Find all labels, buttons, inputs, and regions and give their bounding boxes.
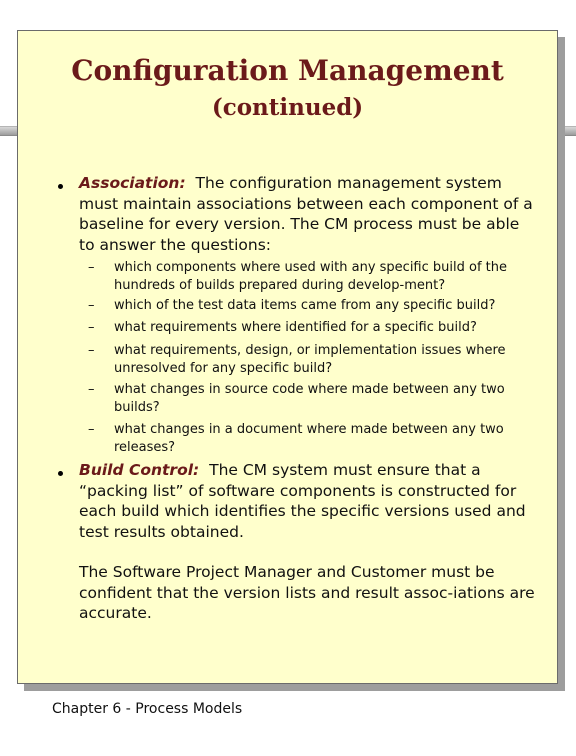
question-item: which of the test data items came from any specific build? [114,298,496,313]
dash-marker: – [88,320,95,335]
question-item: which components where used with any specific build of the hundreds of builds prepared during develop-ment? [114,260,507,293]
dash-marker: – [88,343,95,358]
confidence-paragraph: The Software Project Manager and Customer must be confident that the version lists and result assoc-iations are accurate. [79,563,535,622]
build-control-text: The CM system must ensure that a “packing list” of software components is constructed for each build which identifies the specific versions used and test results obtained. [79,461,526,541]
association-text: The configuration management system must maintain associations between each component of a baseline for every version. The CM process must be able to answer the questions: [79,174,533,254]
dash-marker: – [88,260,95,275]
dash-marker: – [88,422,95,437]
build-control-term: Build Control: [79,461,200,479]
association-term: Association: [79,174,186,192]
question-item: what changes in a document where made between any two releases? [114,422,504,455]
question-item: what changes in source code where made between any two builds? [114,382,505,415]
association-paragraph [79,173,539,255]
question-item: what requirements, design, or implementation issues where unresolved for any specific build? [114,343,506,376]
slide-title: Configuration Management [71,54,504,87]
slide-panel [17,30,558,684]
bullet-dot [58,184,63,189]
dash-marker: – [88,382,95,397]
footer-chapter: Chapter 6 - Process Models [52,701,243,717]
dash-marker: – [88,298,95,313]
build-control-paragraph [79,460,539,542]
question-item: what requirements where identified for a specific build? [114,320,477,335]
slide-subtitle: (continued) [211,94,364,121]
bullet-dot [58,471,63,476]
